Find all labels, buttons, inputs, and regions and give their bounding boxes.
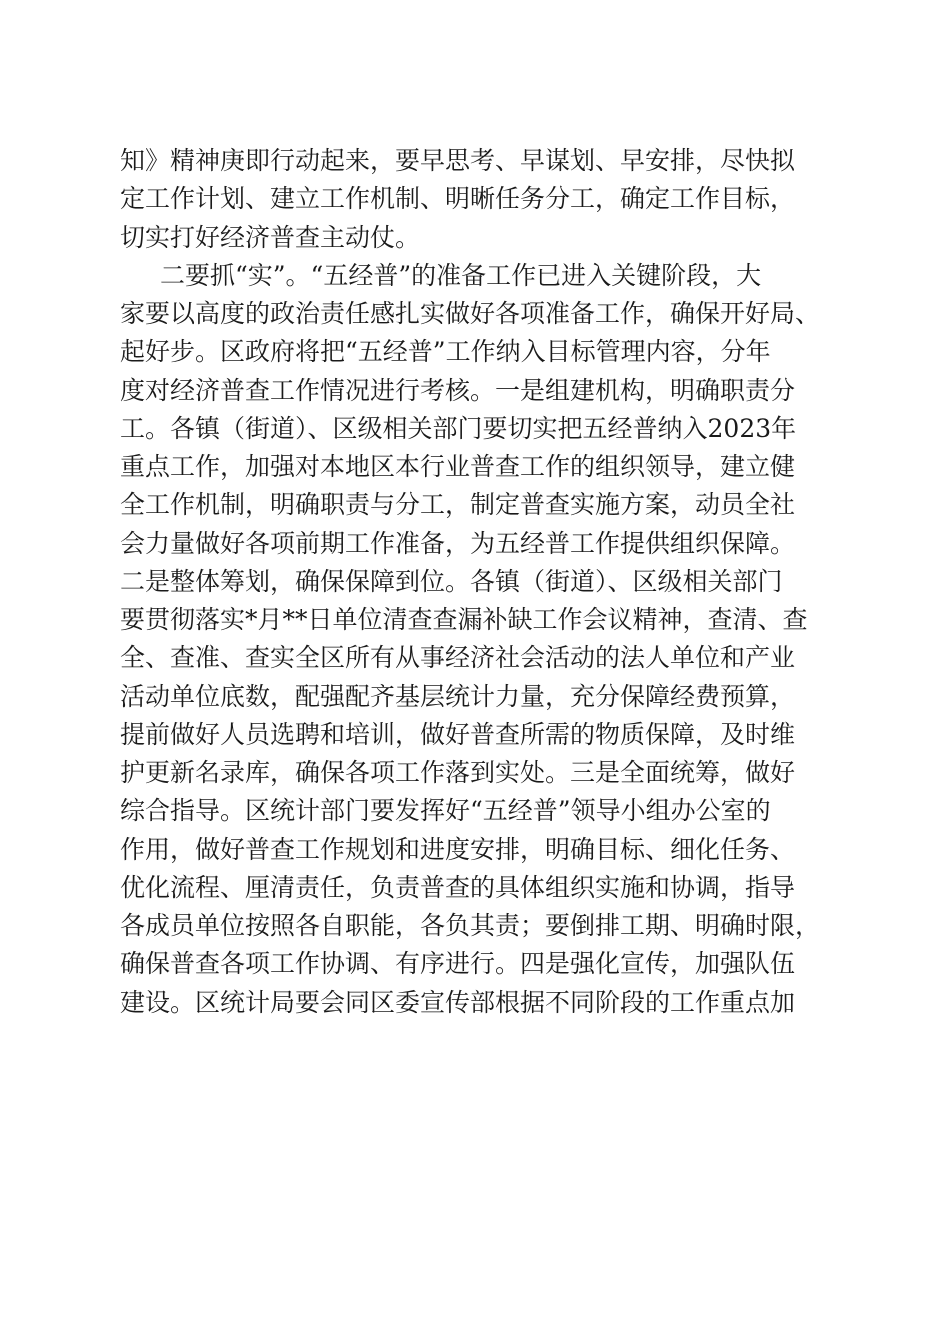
text-line: 全、查准、查实全区所有从事经济社会活动的法人单位和产业 — [120, 643, 796, 673]
text-line: 重点工作，加强对本地区本行业普查工作的组织领导，建立健 — [120, 452, 796, 481]
text-line: 工。各镇（街道）、区级相关部门要切实把五经普纳入2023年 — [120, 413, 797, 443]
text-line: 护更新名录库，确保各项工作落到实处。三是全面统筹，做好 — [120, 758, 796, 787]
text-line: 提前做好人员选聘和培训，做好普查所需的物质保障，及时维 — [120, 719, 796, 749]
text-line: 二要抓“实”。“五经普”的准备工作已进入关键阶段，大 — [160, 260, 762, 290]
text-line: 全工作机制，明确职责与分工，制定普查实施方案，动员全社 — [120, 490, 796, 520]
text-line: 各成员单位按照各自职能，各负其责；要倒排工期、明确时限， — [120, 911, 821, 940]
text-line: 综合指导。区统计部门要发挥好“五经普”领导小组办公室的 — [120, 796, 771, 826]
text-line: 度对经济普查工作情况进行考核。一是组建机构，明确职责分 — [120, 375, 796, 405]
text-line: 确保普查各项工作协调、有序进行。四是强化宣传，加强队伍 — [120, 949, 796, 979]
text-line: 起好步。区政府将把“五经普”工作纳入目标管理内容，分年 — [120, 337, 771, 367]
text-line: 二是整体筹划，确保保障到位。各镇（街道）、区级相关部门 — [120, 566, 783, 596]
text-line: 作用，做好普查工作规划和进度安排，明确目标、细化任务、 — [120, 834, 796, 864]
body-text — [120, 142, 840, 1022]
text-line: 知》精神庚即行动起来，要早思考、早谋划、早安排，尽快拟 — [120, 146, 796, 175]
text-line: 会力量做好各项前期工作准备，为五经普工作提供组织保障。 — [120, 528, 796, 558]
text-line: 家要以高度的政治责任感扎实做好各项准备工作，确保开好局、 — [120, 299, 821, 328]
text-line: 活动单位底数，配强配齐基层统计力量，充分保障经费预算， — [120, 681, 796, 711]
text-line: 建设。区统计局要会同区委宣传部根据不同阶段的工作重点加 — [120, 987, 796, 1017]
text-line: 优化流程、厘清责任，负责普查的具体组织实施和协调，指导 — [120, 872, 796, 902]
text-line: 定工作计划、建立工作机制、明晰任务分工，确定工作目标， — [120, 184, 796, 214]
text-line: 要贯彻落实*月**日单位清查查漏补缺工作会议精神，查清、查 — [120, 605, 808, 634]
text-line: 切实打好经济普查主动仗。 — [120, 222, 421, 252]
